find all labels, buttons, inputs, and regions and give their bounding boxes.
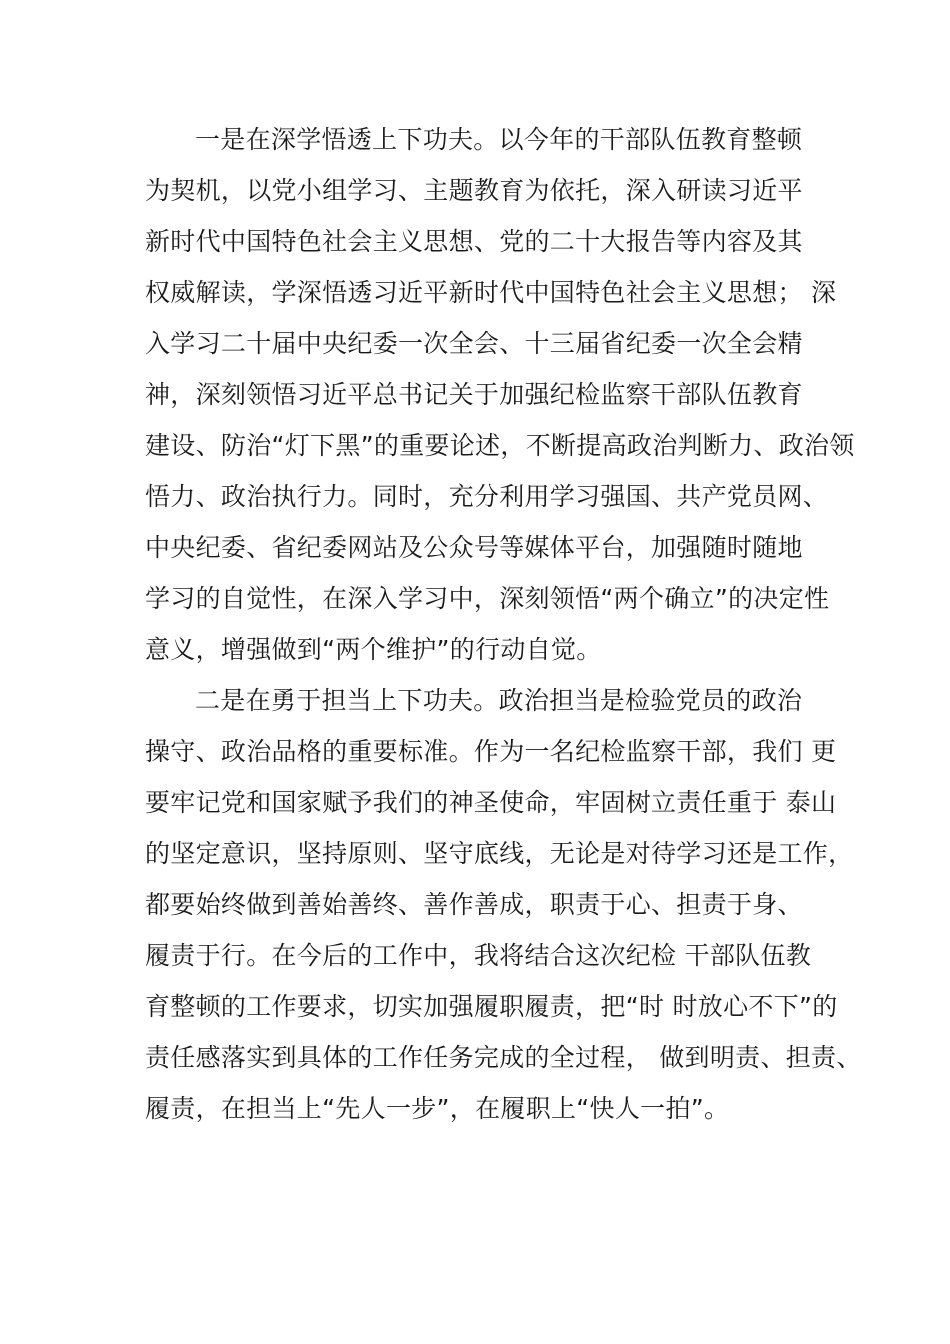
text-line: 建设、防治“灯下黑”的重要论述，不断提高政治判断力、政治领	[145, 431, 855, 460]
text-line: 都要始终做到善始善终、善作善成，职责于心、担责于身、	[145, 890, 803, 919]
text-line: 操守、政治品格的重要标准。作为一名纪检监察干部，我们 更	[145, 737, 837, 766]
text-line: 一是在深学悟透上下功夫。以今年的干部队伍教育整顿	[195, 125, 803, 154]
text-line: 入学习二十届中央纪委一次全会、十三届省纪委一次全会精	[145, 329, 803, 358]
text-line: 学习的自觉性，在深入学习中，深刻领悟“两个确立”的决定性	[145, 584, 830, 613]
text-line: 二是在勇于担当上下功夫。政治担当是检验党员的政治	[195, 686, 803, 715]
text-line: 要牢记党和国家赋予我们的神圣使命，牢固树立责任重于 泰山	[145, 788, 837, 817]
text-line: 意义，增强做到“两个维护”的行动自觉。	[145, 635, 602, 664]
text-line: 责任感落实到具体的工作任务完成的全过程， 做到明责、担责、	[145, 1043, 862, 1072]
text-line: 权威解读，学深悟透习近平新时代中国特色社会主义思想； 深	[145, 278, 837, 307]
text-line: 新时代中国特色社会主义思想、党的二十大报告等内容及其	[145, 227, 803, 256]
text-line: 育整顿的工作要求，切实加强履职履责，把“时 时放心不下”的	[145, 992, 838, 1021]
text-line: 中央纪委、省纪委网站及公众号等媒体平台，加强随时随地	[145, 533, 803, 562]
text-line: 履责，在担当上“先人一步”，在履职上“快人一拍”。	[145, 1094, 730, 1123]
text-line: 为契机，以党小组学习、主题教育为依托，深入研读习近平	[145, 176, 803, 205]
text-line: 悟力、政治执行力。同时，充分利用学习强国、共产党员网、	[145, 482, 829, 511]
text-line: 神，深刻领悟习近平总书记关于加强纪检监察干部队伍教育	[145, 380, 803, 409]
text-line: 的坚定意识，坚持原则、坚守底线，无论是对待学习还是工作，	[145, 839, 854, 868]
text-line: 履责于行。在今后的工作中，我将结合这次纪检 干部队伍教	[145, 941, 812, 970]
